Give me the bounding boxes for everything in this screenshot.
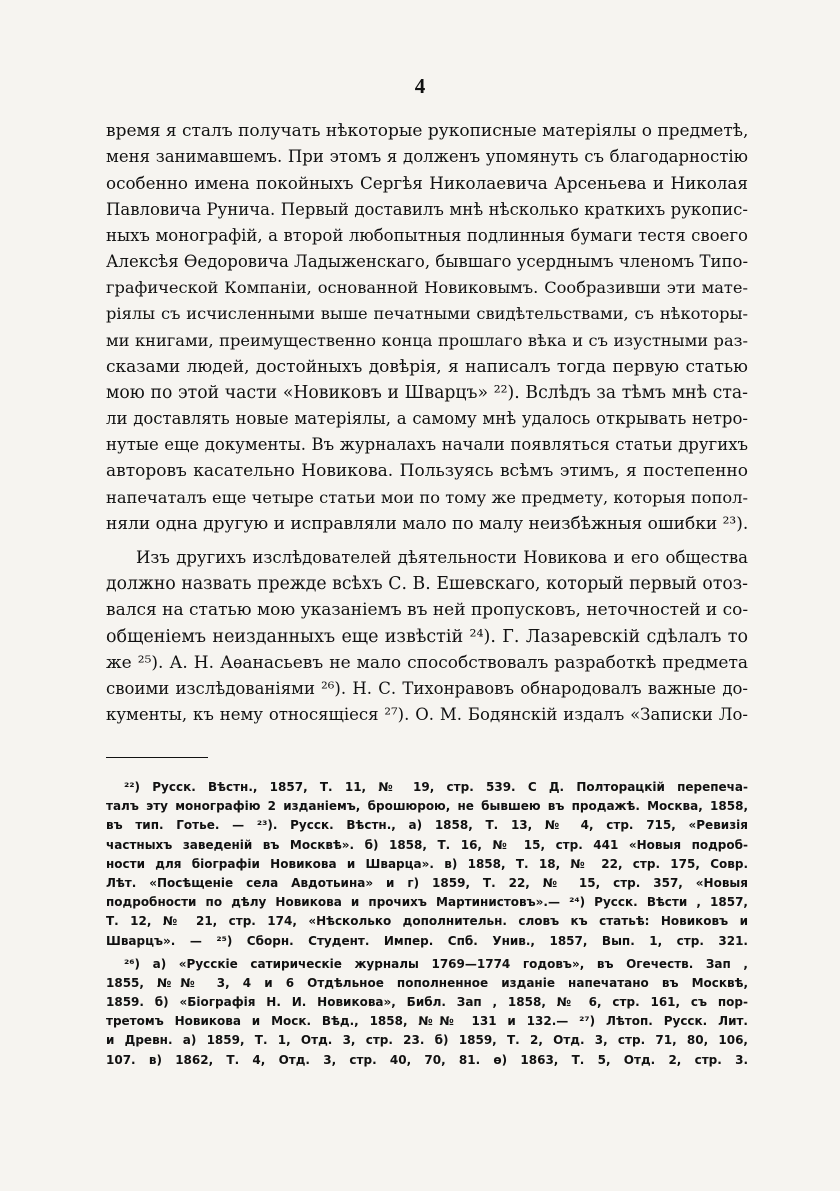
footnote-line: подробности по дѣлу Новикова и прочихъ Мартинистовъ».— ²⁴) Русск. Вѣсти , 1857, xyxy=(106,895,748,910)
text-line: ми книгами, преимущественно конца прошлаго вѣка и съ изустными раз- xyxy=(106,330,748,350)
footnote-divider xyxy=(106,757,208,758)
text-line: мою по этой части «Новиковъ и Шварцъ» ²²). Вслѣдъ за тѣмъ мнѣ ста- xyxy=(106,382,748,403)
text-line: нутые еще документы. Въ журналахъ начали появляться статьи другихъ xyxy=(106,435,748,455)
text-line: графической Компаніи, основанной Новиковымъ. Сообразивши эти мате- xyxy=(106,278,748,298)
page-number: 4 xyxy=(414,74,426,98)
text-line: Алексѣя Ѳедоровича Ладыженскаго, бывшаго усерднымъ членомъ Типо- xyxy=(106,251,748,271)
text-line: вался на статью мою указаніемъ въ ней пропусковъ, неточностей и со- xyxy=(106,600,748,621)
text-line: ныхъ монографій, а второй любопытныя подлинныя бумаги тестя своего xyxy=(106,225,748,245)
text-line: напечаталъ еще четыре статьи мои по тому же предмету, которыя попол- xyxy=(106,487,748,507)
text-line: сказами людей, достойныхъ довѣрія, я написалъ тогда первую статью xyxy=(106,356,748,377)
text-line: ріялы съ исчисленными выше печатными свидѣтельствами, съ нѣкоторы- xyxy=(106,304,748,324)
text-line: меня занимавшемъ. При этомъ я долженъ упомянуть съ благодарностію xyxy=(106,147,748,167)
text-line: авторовъ касательно Новикова. Пользуясь всѣмъ этимъ, я постепенно xyxy=(106,461,748,482)
text-line: своими изслѣдованіями ²⁶). Н. С. Тихонравовъ обнародовалъ важные до- xyxy=(106,678,748,698)
text-line: особенно имена покойныхъ Сергѣя Николаевича Арсеньева и Николая xyxy=(106,173,748,194)
main-text xyxy=(106,118,748,728)
footnote-line: третомъ Новикова и Моск. Вѣд., 1858, №№ 131 и 132.— ²⁷) Лѣтоп. Русск. Лит. xyxy=(106,1014,748,1029)
footnote-line: 1855, №№ 3, 4 и 6 Отдѣльное пополненное изданіе напечатано въ Москвѣ, xyxy=(106,975,748,990)
text-line: же ²⁵). А. Н. Аѳанасьевъ не мало способствовалъ разработкѣ предмета xyxy=(106,652,748,673)
footnote-line: Лѣт. «Посѣщеніе села Авдотьина» и г) 1859, Т. 22, № 15, стр. 357, «Новыя xyxy=(106,875,748,890)
footnote-line: Т. 12, № 21, стр. 174, «Нѣсколько дополнительн. словъ къ статьѣ: Новиковъ и xyxy=(106,914,748,929)
text-line: Павловича Рунича. Первый доставилъ мнѣ нѣсколько краткихъ рукопис- xyxy=(106,199,748,219)
footnote-line: и Древн. а) 1859, Т. 1, Отд. 3, стр. 23. б) 1859, Т. 2, Отд. 3, стр. 71, 80, 106, xyxy=(106,1033,748,1048)
footnote-line: талъ эту монографію 2 изданіемъ, брошюрою, не бывшею въ продажѣ. Москва, 1858, xyxy=(106,799,748,814)
text-line: кументы, къ нему относящіеся ²⁷). О. М. Бодянскій издалъ «Записки Ло- xyxy=(106,705,748,725)
text-line: Изъ другихъ изслѣдователей дѣятельности Новикова и его общества xyxy=(136,548,748,567)
footnote-line: 107. в) 1862, Т. 4, Отд. 3, стр. 40, 70, 81. ѳ) 1863, Т. 5, Отд. 2, стр. 3. xyxy=(106,1052,748,1067)
text-line: ли доставлять новые матеріялы, а самому мнѣ удалось открывать нетро- xyxy=(106,409,748,429)
footnote-line: ности для біографіи Новикова и Шварца». в) 1858, Т. 18, № 22, стр. 175, Совр. xyxy=(106,856,748,871)
text-line: время я сталъ получать нѣкоторые рукописные матеріялы о предметѣ, xyxy=(106,121,748,141)
footnotes xyxy=(106,778,748,1070)
footnote-line: въ тип. Готье. — ²³). Русск. Вѣстн., а) 1858, Т. 13, № 4, стр. 715, «Ревизія xyxy=(106,818,748,833)
text-line: должно назвать прежде всѣхъ С. В. Ешевскаго, который первый отоз- xyxy=(106,574,748,595)
footnote-line: Шварцъ». — ²⁵) Сборн. Студент. Импер. Спб. Унив., 1857, Вып. 1, стр. 321. xyxy=(106,933,748,948)
footnote-line: ²⁶) а) «Русскіе сатирическіе журналы 1769—1774 годовъ», въ Огечеств. Зап , xyxy=(124,956,748,971)
footnote-line: 1859. б) «Біографія Н. И. Новикова», Библ. Зап , 1858, № 6, стр. 161, съ пор- xyxy=(106,995,748,1010)
text-line: общеніемъ неизданныхъ еще извѣстій ²⁴). Г. Лазаревскій сдѣлалъ то xyxy=(106,626,748,647)
footnote-line: частныхъ заведеній въ Москвѣ». б) 1858, Т. 16, № 15, стр. 441 «Новыя подроб- xyxy=(106,837,748,852)
text-line: няли одна другую и исправляли мало по малу неизбѣжныя ошибки ²³). xyxy=(106,513,748,534)
paragraph-gap xyxy=(106,537,748,545)
footnote-line: ²²) Русск. Вѣстн., 1857, Т. 11, № 19, стр. 539. С Д. Полторацкій перепеча- xyxy=(124,780,748,794)
